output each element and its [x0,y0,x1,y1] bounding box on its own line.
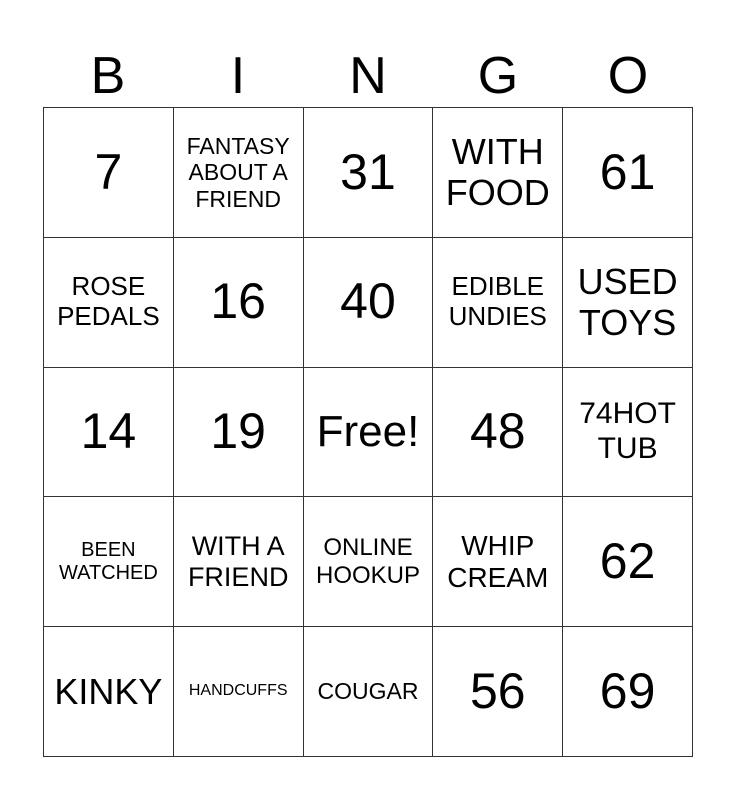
header-letter-g: G [477,47,519,105]
bingo-cell-r4-c5[interactable]: 62 [563,497,693,627]
bingo-cell-r2-c2[interactable]: 16 [174,238,304,368]
bingo-cell-r3-c5[interactable]: 74HOT TUB [563,368,693,498]
bingo-cell-r4-c1[interactable]: BEEN WATCHED [44,497,174,627]
bingo-cell-r5-c5[interactable]: 69 [563,627,693,757]
bingo-cell-r3-c4[interactable]: 48 [433,368,563,498]
header-letter-i: I [230,47,246,105]
bingo-cell-r2-c1[interactable]: ROSE PEDALS [44,238,174,368]
bingo-header [43,44,693,108]
bingo-cell-r1-c5[interactable]: 61 [563,108,693,238]
bingo-cell-r3-c3-free[interactable]: Free! [304,368,434,498]
bingo-cell-r5-c1[interactable]: KINKY [44,627,174,757]
bingo-cell-r1-c2[interactable]: FANTASY ABOUT A FRIEND [174,108,304,238]
header-letter-b: B [90,47,126,105]
bingo-cell-r4-c2[interactable]: WITH A FRIEND [174,497,304,627]
bingo-cell-r3-c2[interactable]: 19 [174,368,304,498]
bingo-cell-r1-c1[interactable]: 7 [44,108,174,238]
bingo-cell-r5-c3[interactable]: COUGAR [304,627,434,757]
bingo-cell-r2-c4[interactable]: EDIBLE UNDIES [433,238,563,368]
header-letter-o: O [607,47,649,105]
bingo-cell-r1-c3[interactable]: 31 [304,108,434,238]
bingo-cell-r5-c4[interactable]: 56 [433,627,563,757]
bingo-board [43,107,693,757]
bingo-cell-r5-c2[interactable]: HANDCUFFS [174,627,304,757]
bingo-cell-r4-c3[interactable]: ONLINE HOOKUP [304,497,434,627]
bingo-cell-r1-c4[interactable]: WITH FOOD [433,108,563,238]
bingo-cell-r3-c1[interactable]: 14 [44,368,174,498]
bingo-cell-r2-c3[interactable]: 40 [304,238,434,368]
header-letter-n: N [349,47,387,105]
bingo-cell-r2-c5[interactable]: USED TOYS [563,238,693,368]
bingo-cell-r4-c4[interactable]: WHIP CREAM [433,497,563,627]
